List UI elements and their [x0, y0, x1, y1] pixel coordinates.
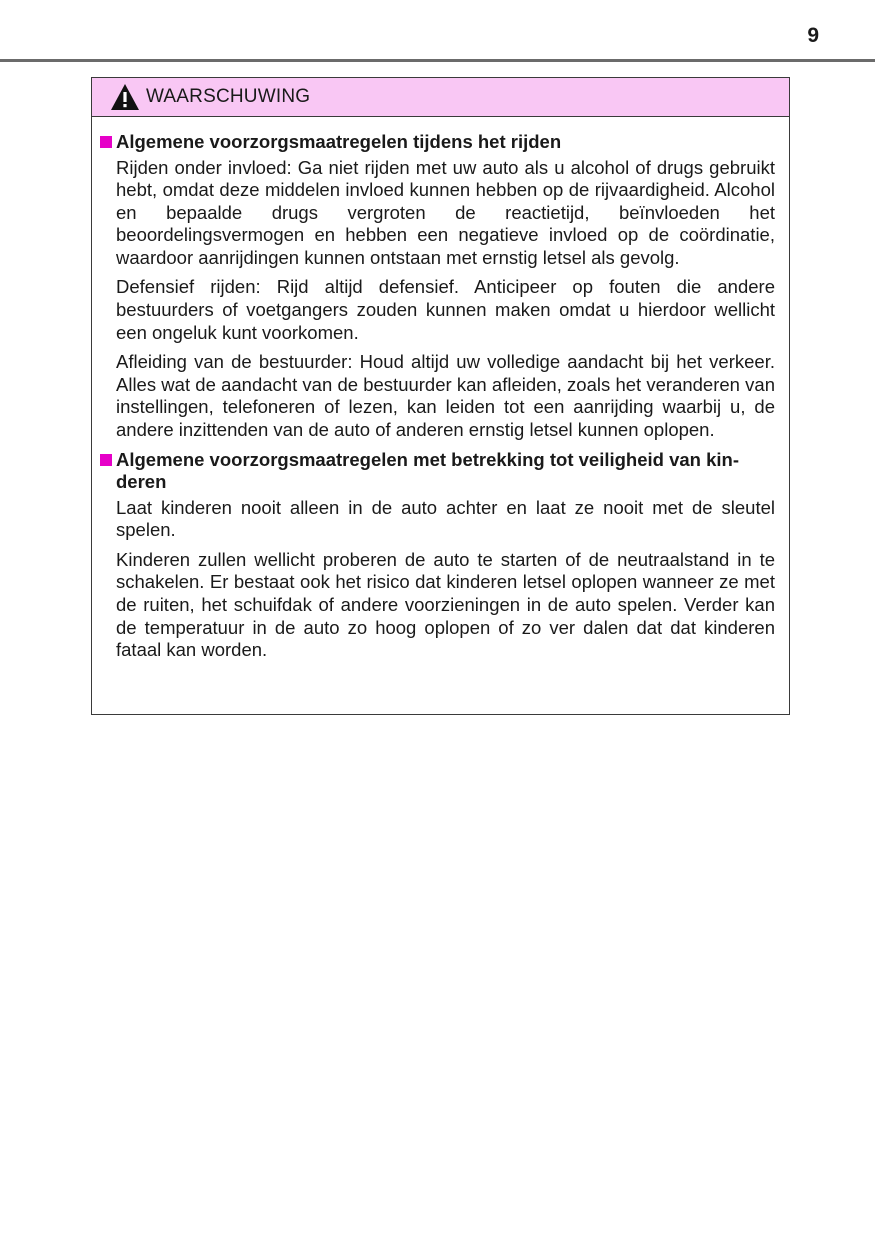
- warning-body: [92, 117, 789, 662]
- bullet-square-icon: [100, 136, 112, 148]
- bullet-square-icon: [100, 454, 112, 466]
- paragraph-defensive-driving: Defensief rijden: Rijd altijd defensief. Anticipeer op fouten die andere bestuurders of voetgangers zouden kunnen maken omdat u hierdoor wellicht een ongeluk kunt voorkomen.: [116, 276, 775, 343]
- page-number: 9: [807, 24, 819, 47]
- warning-header: [92, 78, 789, 117]
- section-children: [100, 449, 775, 662]
- header-divider: [0, 59, 875, 62]
- paragraph-driving-influence: Rijden onder invloed: Ga niet rijden met uw auto als u alcohol of drugs gebruikt hebt, omdat deze middelen invloed kunnen hebben op de rijvaardigheid. Alcohol en bepaalde drugs vergroten de reactietijd, beïnvloeden het beoordelingsvermogen en hebben een negatieve invloed op de coördinatie, waardoor aanrijdingen kunnen ontstaan met ernstig letsel als gevolg.: [116, 156, 775, 268]
- paragraph-children-risk: Kinderen zullen wellicht proberen de auto te starten of de neutraalstand in te schakelen. Er bestaat ook het risico dat kinderen letsel oplopen wanneer ze met de ruiten, het schuifdak of andere voorzieningen in de auto spelen. Verder kan de temperatuur in de auto zo hoog oplopen of zo ver dalen dat dat kinderen fataal kan worden.: [116, 548, 775, 661]
- section-heading-text: Algemene voorzorgsmaatregelen met betrekking tot veiligheid van kinderen: [116, 448, 740, 493]
- paragraph-children-alone: Laat kinderen nooit alleen in de auto achter en laat ze nooit met de sleutel spelen.: [116, 496, 775, 541]
- warning-triangle-icon: [110, 83, 140, 111]
- section-heading-text: Algemene voorzorgsmaatregelen tijdens het rijden: [116, 131, 562, 152]
- warning-title: WAARSCHUWING: [146, 86, 311, 107]
- section-heading: [100, 131, 775, 154]
- paragraph-driver-distraction: Afleiding van de bestuurder: Houd altijd uw volledige aandacht bij het verkeer. Alles wat de aandacht van de bestuurder kan afleiden, zoals het veranderen van instellingen, telefoneren of lezen, kan leiden tot een aanrijding waarbij u, de andere inzittenden van de auto of anderen ernstig letsel kunnen oplopen.: [116, 351, 775, 441]
- warning-box: [91, 77, 790, 715]
- section-driving: [100, 131, 775, 442]
- section-heading: [100, 449, 775, 494]
